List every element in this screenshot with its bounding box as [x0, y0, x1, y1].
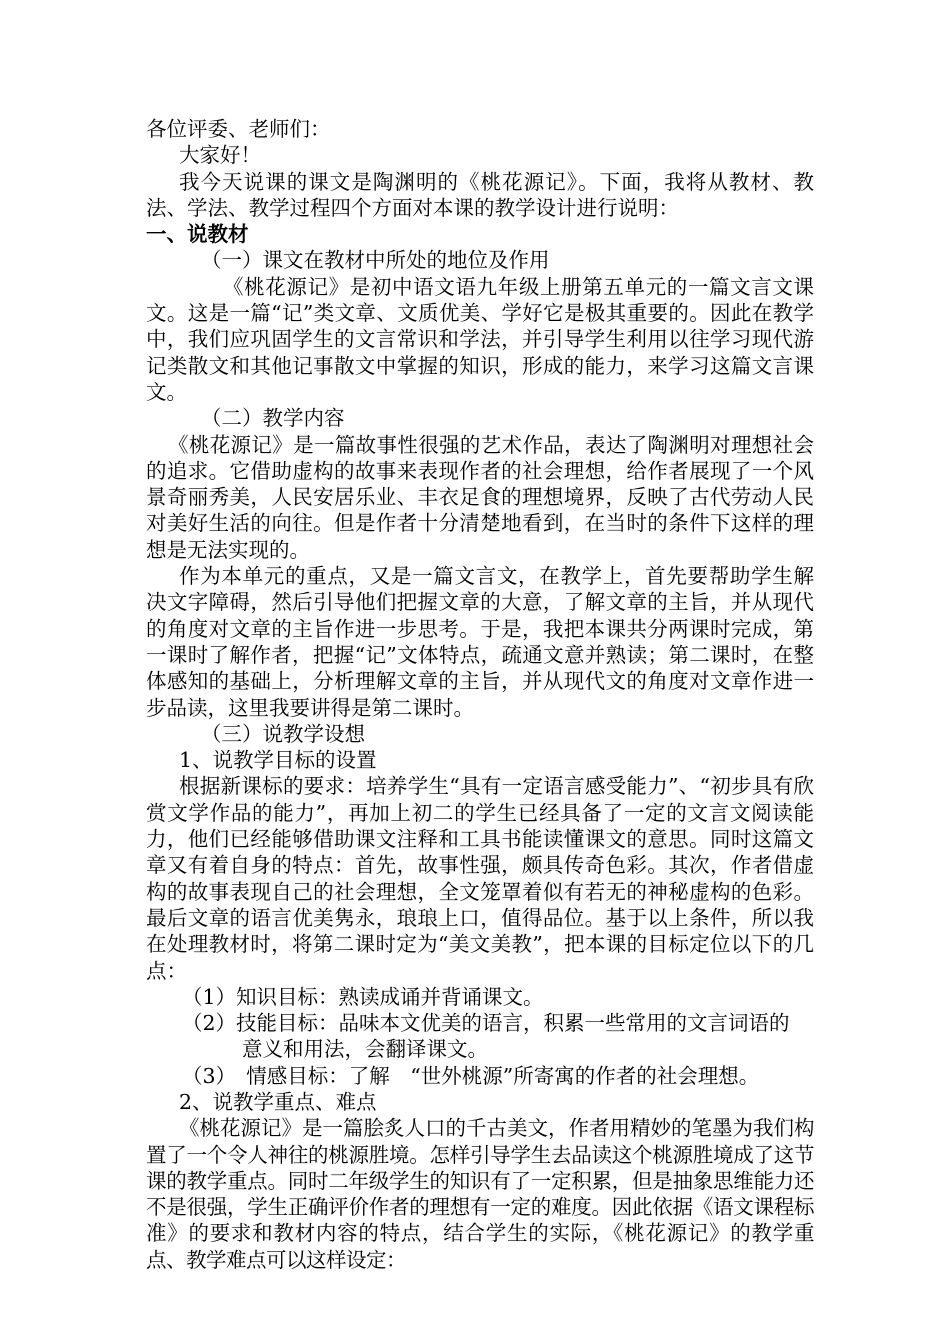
subsection-title-content: （二）教学内容 [201, 406, 345, 431]
content-paragraph-2: 作为本单元的重点，又是一篇文言文，在教学上，首先要帮助学生解决文字障碍，然后引导他们把握文章的大意，了解文章的主旨，并从现代的角度对文章的主旨作进一步思考。于是，我把本课共分两课时完成，第一课时了解作者，把握“记”文体特点，疏通文意并熟读；第二课时，在整体感知的基础上，分析理解文章的主旨，并从现代文的角度对文章作进一步品读，这里我要讲得是第二课时。 [146, 564, 814, 720]
intro-paragraph: 我今天说课的课文是陶渊明的《桃花源记》。下面，我将从教材、教法、学法、教学过程四个方面对本课的教学设计进行说明： [146, 169, 814, 220]
item-title-key-points: 2、说教学重点、难点 [179, 1089, 377, 1114]
section-title-textbook: 一、说教材 [146, 222, 249, 247]
hello: 大家好！ [179, 143, 261, 168]
greeting: 各位评委、老师们： [146, 117, 331, 141]
content-paragraph-1: 《桃花源记》是一篇故事性很强的艺术作品，表达了陶渊明对理想社会的追求。它借助虚构的故事来表现作者的社会理想，给作者展现了一个风景奇丽秀美，人民安居乐业、丰衣足食的理想境界，反映了古代劳动人民对美好生活的向往。但是作者十分清楚地看到，在当时的条件下这样的理想是无法实现的。 [146, 432, 814, 562]
objective-skill-line2: 意义和用法，会翻译课文。 [242, 1037, 488, 1062]
objectives-paragraph: 根据新课标的要求：培养学生“具有一定语言感受能力”、“初步具有欣赏文学作品的能力”，再加上初二的学生已经具备了一定的文言文阅读能力，他们已经能够借助课文注释和工具书能读懂课文的意思。同时这篇文章又有着自身的特点：首先，故事性强，颇具传奇色彩。其次，作者借虚构的故事表现自己的社会理想，全文笼罩着似有若无的神秘虚构的色彩。最后文章的语言优美隽永，琅琅上口，值得品位。基于以上条件，所以我在处理教材时，将第二课时定为“美文美教”，把本课的目标定位以下的几点： [146, 774, 814, 983]
key-points-paragraph: 《桃花源记》是一篇脍炙人口的千古美文，作者用精妙的笔墨为我们构置了一个令人神往的桃源胜境。怎样引导学生去品读这个桃源胜境成了这节课的教学重点。同时二年级学生的知识有了一定积累，但是抽象思维能力还不是很强，学生正确评价作者的理想有一定的难度。因此依据《语文课程标准》的要求和教材内容的特点，结合学生的实际，《桃花源记》的教学重点、教学难点可以这样设定： [146, 1116, 814, 1272]
objective-emotion: （3） 情感目标：了解 “世外桃源”所寄寓的作者的社会理想。 [182, 1063, 760, 1088]
document-body [146, 116, 814, 1273]
subsection-title-design: （三）说教学设想 [201, 721, 365, 746]
item-title-objectives: 1、说教学目标的设置 [179, 748, 377, 773]
objective-skill-line1: （2）技能目标：品味本文优美的语言，积累一些常用的文言词语的 [182, 1011, 790, 1036]
objective-knowledge: （1）知识目标：熟读成诵并背诵课文。 [182, 984, 544, 1009]
subsection-title-position: （一）课文在教材中所处的地位及作用 [201, 248, 550, 273]
subsection-body-position: 《桃花源记》是初中语文语九年级上册第五单元的一篇文言文课文。这是一篇“记”类文章、文质优美、学好它是极其重要的。因此在教学中，我们应巩固学生的文言常识和学法，并引导学生利用以往学习现代游记类散文和其他记事散文中掌握的知识，形成的能力，来学习这篇文言课文。 [146, 274, 814, 404]
